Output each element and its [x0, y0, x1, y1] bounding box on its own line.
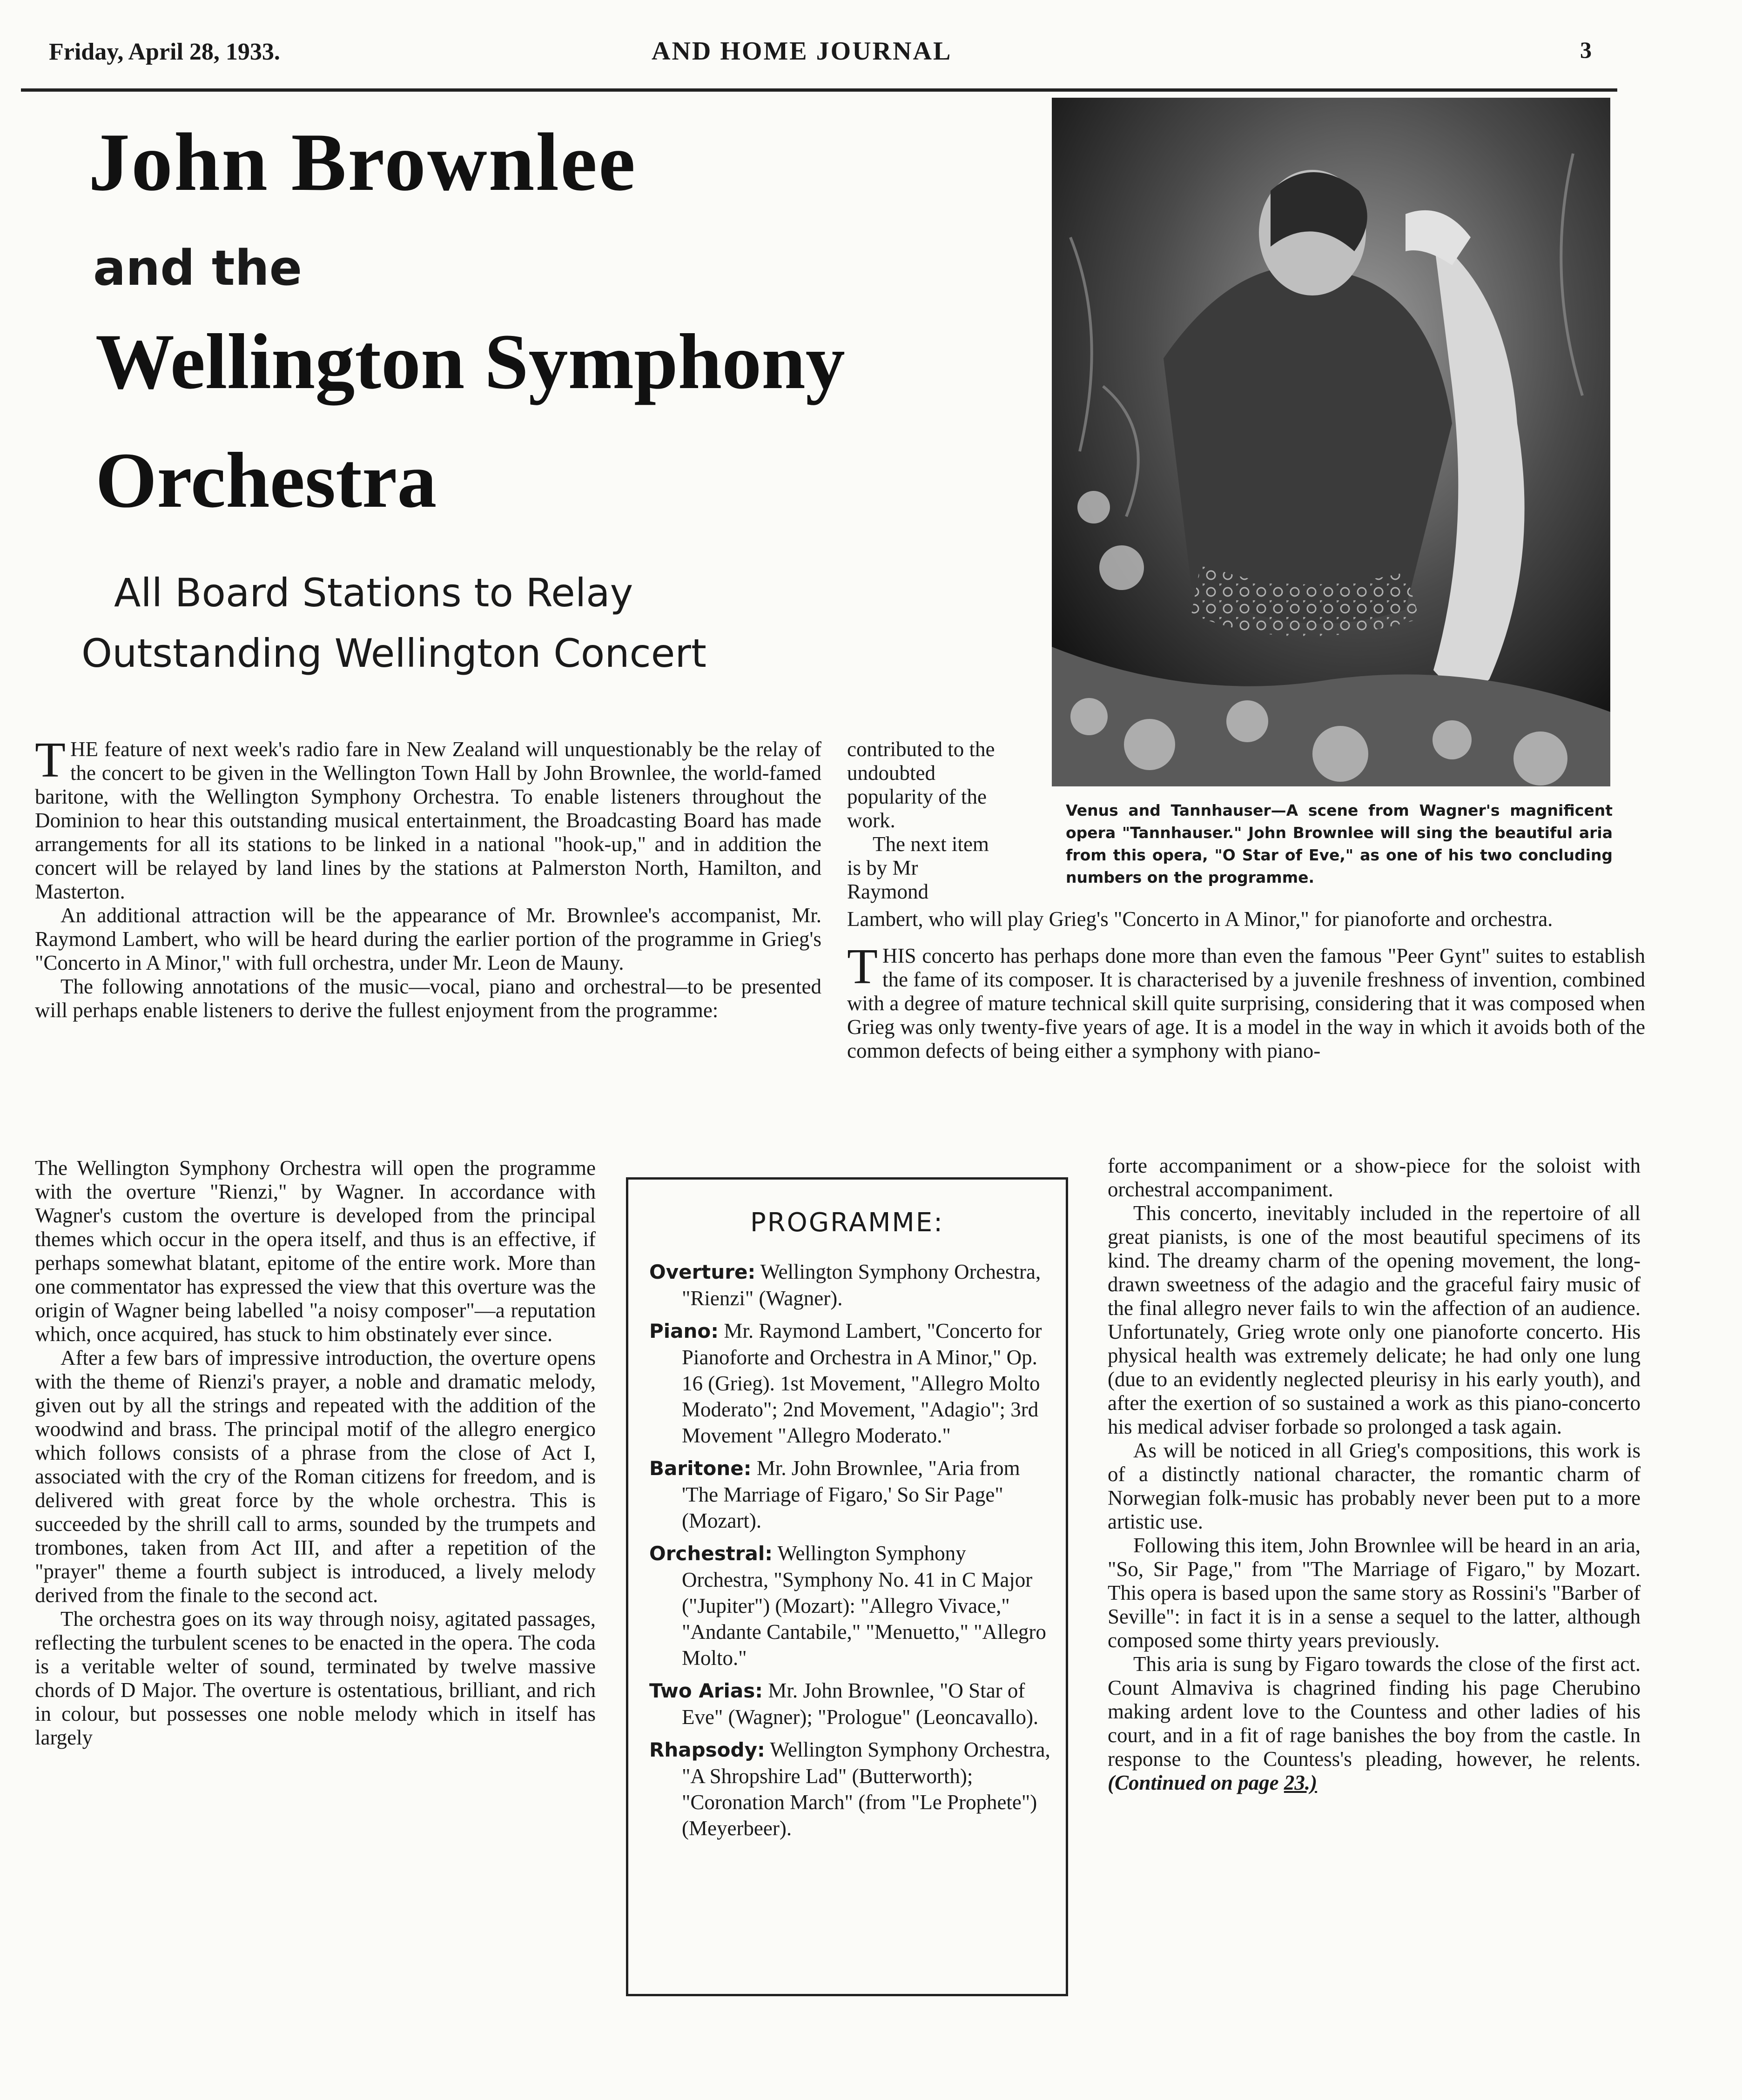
programme-item — [649, 1540, 1052, 1671]
article-paragraph — [35, 732, 821, 904]
page-number: 3 — [1580, 37, 1592, 63]
programme-category: Baritone: — [649, 1457, 752, 1480]
programme-text: Wellington Symphony Orchestra, "Symphony No. 41 in C Major ("Jupiter") (Mozart): "Allegro Vivace," "Andante Cantabile," "Menuetto," "Allegro Molto." — [682, 1542, 1046, 1670]
programme-text: Mr. John Brownlee, "Aria from 'The Marriage of Figaro,' So Sir Page" (Mozart). — [682, 1456, 1020, 1532]
article-paragraph: The Wellington Symphony Orchestra will open the programme with the overture "Rienzi," by Wagner. In accordance with Wagner's custom the overture is developed from the principal themes which occur in the opera itself, and thus is an effective, if perhaps somewhat blatant, epitome of the entire work. More than one commentator has expressed the view that this overture was the origin of Wagner being labelled "a noisy composer"—a reputation which, once acquired, has stuck to him obstinately ever since. — [35, 1156, 596, 1346]
programme-text: Wellington Symphony Orchestra, "Rienzi" (Wagner). — [682, 1260, 1041, 1310]
article-intro — [35, 732, 821, 1022]
programme-text: Mr. Raymond Lambert, "Concerto for Pianoforte and Orchestra in A Minor," Op. 16 (Grieg). 1st Movement, "Allegro Molto Moderato"; 2nd Movement, "Adagio"; 3rd Movement "Allegro Moderato." — [682, 1319, 1042, 1447]
subheadline-line-1: All Board Stations to Relay — [114, 570, 633, 616]
issue-date: Friday, April 28, 1933. — [49, 39, 280, 65]
article-paragraph: The orchestra goes on its way through noisy, agitated passages, reflecting the turbulent scenes to be enacted in the opera. The coda is a veritable welter of sound, terminated by twelve massive chords of D Major. The overture is ostentatious, brilliant, and rich in colour, but possesses one noble melody which in itself has largely — [35, 1607, 596, 1749]
article-paragraph: The following annotations of the music—vocal, piano and orchestral—to be presented will perhaps enable listeners to derive the fullest enjoyment from the programme: — [35, 975, 821, 1022]
drop-cap: T — [35, 732, 66, 788]
venus-tannhauser-illustration — [1052, 98, 1610, 786]
opera-scene-photo — [1052, 98, 1610, 786]
programme-title: PROGRAMME: — [750, 1208, 944, 1238]
programme-category: Two Arias: — [649, 1679, 763, 1702]
programme-category: Orchestral: — [649, 1542, 773, 1565]
paragraph-text: This aria is sung by Figaro towards the close of the first act. Count Almaviva is chagrined finding his page Cherubino making ardent love to the Countess and other ladies of his court, and in a fit of rage banishes the boy from the castle. In response to the Countess's pleading, however, he relents. — [1108, 1652, 1641, 1771]
article-concerto-section — [847, 907, 1645, 1063]
article-right-column — [1108, 1154, 1641, 1795]
article-rienzi-section — [35, 1156, 596, 1750]
article-paragraph: Following this item, John Brownlee will be heard in an aria, "So, Sir Page," from "The Marriage of Figaro," by Mozart. This opera is based upon the same story as Rossini's "Barber of Seville": in fact it is in a sense a sequel to the latter, although composed some thirty years previously. — [1108, 1534, 1641, 1652]
programme-box — [626, 1177, 1068, 1996]
drop-cap: T — [847, 939, 878, 994]
article-paragraph: After a few bars of impressive introduction, the overture opens with the theme of Rienzi's prayer, a noble and dramatic melody, given out by all the strings and repeated with the addition of the woodwind and brass. The principal motif of the allegro energico which follows consists of a phrase from the close of Act I, associated with the cry of the Roman citizens for freedom, and is delivered with great force by the whole orchestra. This is succeeded by the shrill call to arms, sounded by the trumpets and trombones, taken from Act III, and after a repetition of the "prayer" theme a fourth subject is introduced, a lively melody derived from the finale to the second act. — [35, 1346, 596, 1607]
programme-list — [649, 1259, 1052, 1848]
continued-page: 23.) — [1284, 1771, 1318, 1794]
article-paragraph — [847, 939, 1645, 1063]
programme-item — [649, 1259, 1052, 1311]
headline-line-3: Wellington Symphony — [95, 318, 845, 405]
headline-line-4: Orchestra — [95, 436, 437, 524]
article-paragraph — [1108, 1652, 1641, 1795]
programme-item — [649, 1737, 1052, 1841]
headline-line-2: and the — [93, 240, 303, 296]
programme-text: Wellington Symphony Orchestra, "A Shropshire Lad" (Butterworth); "Coronation March" (from "Le Prophete") (Meyerbeer). — [682, 1738, 1050, 1840]
photo-caption: Venus and Tannhauser—A scene from Wagner's magnificent opera "Tannhauser." John Brownlee will sing the beautiful aria from this opera, "O Star of Eve," as one of his two concluding numbers on the programme. — [1066, 801, 1613, 886]
paragraph-text: HE feature of next week's radio fare in New Zealand will unquestionably be the relay of the concert to be given in the Wellington Town Hall by John Brownlee, the world-famed baritone, with the Wellington Symphony Orchestra. To enable listeners throughout the Dominion to hear this outstanding musical entertainment, the Broadcasting Board has made arrangements for all its stations to be linked in a national "hook-up," and in addition the concert will be relayed by land lines by the stations at Palmerston North, Hamilton, and Masterton. — [35, 738, 821, 903]
programme-category: Piano: — [649, 1320, 719, 1342]
programme-item — [649, 1318, 1052, 1449]
headline-line-1: John Brownlee — [88, 116, 637, 208]
article-paragraph: Lambert, who will play Grieg's "Concerto in A Minor," for pianoforte and orchestra. — [847, 907, 1553, 931]
article-paragraph: An additional attraction will be the appearance of Mr. Brownlee's accompanist, Mr. Raymond Lambert, who will be heard during the earlier portion of the programme in Grieg's "Concerto in A Minor," with full orchestra, under Mr. Leon de Mauny. — [35, 904, 821, 974]
continued-prefix: (Continued on page — [1108, 1771, 1279, 1794]
article-paragraph: The next item is by Mr Raymond — [847, 832, 989, 903]
article-paragraph: contributed to the undoubted popularity of the work. — [847, 738, 995, 832]
paragraph-text: HIS concerto has perhaps done more than even the famous "Peer Gynt" suites to establish the fame of its composer. It is characterised by a juvenile freshness of invention, combined with a degree of mature technical skill quite surprising, considering that it was composed when Grieg was only twenty-five years of age. It is a model in the way in which it avoids both of the common defects of being either a symphony with piano- — [847, 944, 1645, 1062]
programme-category: Rhapsody: — [649, 1738, 765, 1761]
article-narrow-column — [847, 738, 1003, 904]
subheadline-line-2: Outstanding Wellington Concert — [81, 631, 706, 676]
article-paragraph: forte accompaniment or a show-piece for the soloist with orchestral accompaniment. — [1108, 1154, 1641, 1201]
header-rule — [21, 88, 1617, 92]
article-paragraph: As will be noticed in all Grieg's compositions, this work is of a distinctly national character, the romantic charm of Norwegian folk-music has probably never been put to a more artistic use. — [1108, 1439, 1641, 1533]
programme-text: Mr. John Brownlee, "O Star of Eve" (Wagner); "Prologue" (Leoncavallo). — [682, 1679, 1039, 1729]
article-paragraph: This concerto, inevitably included in the repertoire of all great pianists, is one of the most beautiful specimens of its kind. The dreamy charm of the opening movement, the long-drawn sweetness of the adagio and the graceful fairy music of the final allegro never fails to win the affection of an audience. Unfortunately, Grieg wrote only one pianoforte concerto. His physical health was extremely delicate; he had only one lung (due to an evidently neglected pleurisy in his early youth), and after the exertion of so sustained a work as this piano-concerto his medical adviser forbade so prolonged a task again. — [1108, 1201, 1641, 1438]
programme-category: Overture: — [649, 1261, 756, 1283]
programme-item — [649, 1677, 1052, 1730]
continued-note — [1108, 1771, 1317, 1794]
publication-title: AND HOME JOURNAL — [652, 37, 952, 66]
programme-item — [649, 1455, 1052, 1534]
